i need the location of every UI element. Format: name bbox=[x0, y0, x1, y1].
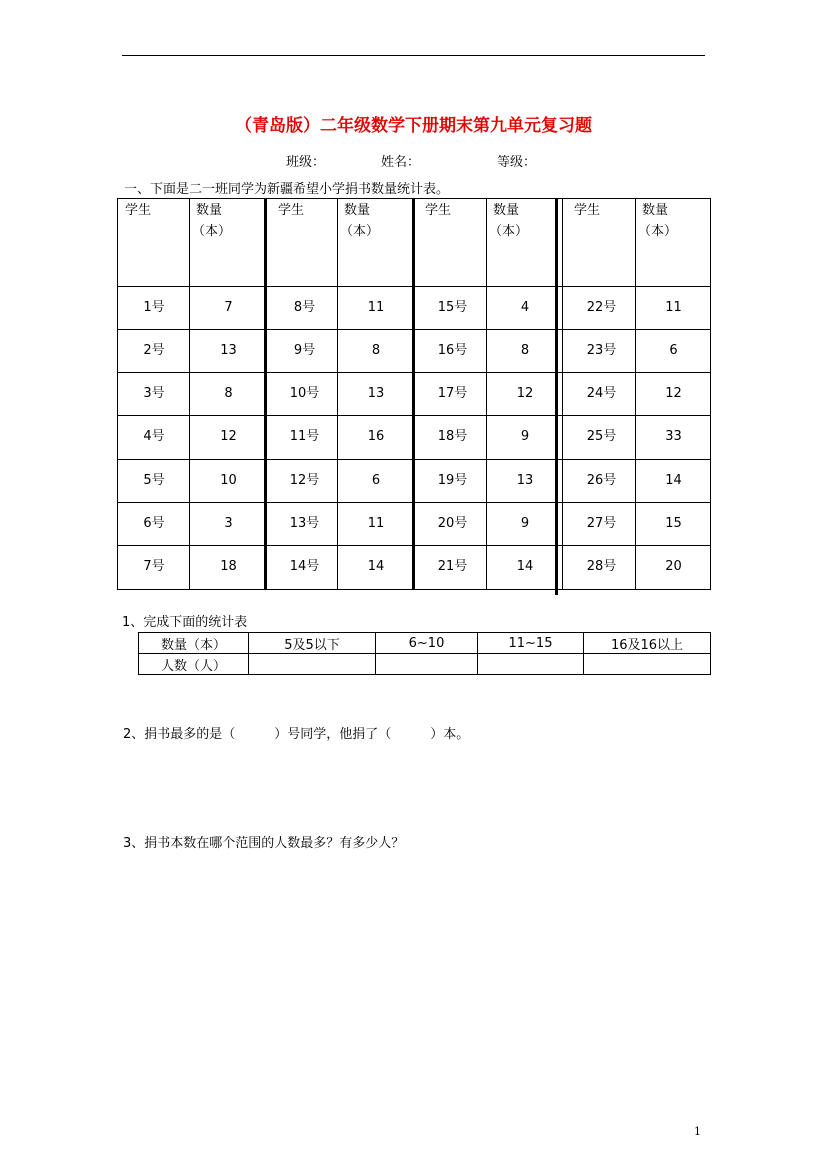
book-count-cell: 15 bbox=[665, 516, 682, 531]
sub-question1-title: 1、完成下面的统计表 bbox=[122, 615, 248, 630]
header-quantity: 数量 bbox=[196, 203, 223, 218]
book-count-cell: 14 bbox=[516, 559, 534, 574]
book-count-cell: 20 bbox=[665, 559, 682, 574]
book-count-cell: 14 bbox=[665, 473, 682, 488]
student-number-cell: 26号 bbox=[586, 473, 617, 488]
summary-answer-cell[interactable] bbox=[478, 654, 584, 675]
book-count-cell: 4 bbox=[520, 300, 530, 315]
student-number-cell: 23号 bbox=[586, 343, 617, 358]
summary-answer-cell[interactable] bbox=[584, 654, 711, 675]
student-number-cell: 21号 bbox=[437, 559, 468, 574]
student-number-cell: 4号 bbox=[143, 429, 165, 444]
student-number-cell: 13号 bbox=[289, 516, 320, 531]
student-number-cell: 18号 bbox=[437, 429, 468, 444]
name-label: 姓名： bbox=[381, 155, 421, 170]
student-number-cell: 11号 bbox=[289, 429, 320, 444]
book-count-cell: 12 bbox=[220, 429, 237, 444]
summary-cell: 11~15 bbox=[478, 633, 584, 654]
book-count-cell: 33 bbox=[665, 429, 682, 444]
grade-label: 等级： bbox=[497, 155, 537, 170]
book-count-cell: 14 bbox=[367, 559, 385, 574]
donation-table bbox=[117, 198, 711, 590]
student-number-cell: 28号 bbox=[586, 559, 617, 574]
book-count-cell: 16 bbox=[367, 429, 385, 444]
book-count-cell: 8 bbox=[520, 343, 530, 358]
student-number-cell: 17号 bbox=[437, 386, 468, 401]
book-count-cell: 6 bbox=[371, 473, 381, 488]
header-quantity: 数量 bbox=[493, 203, 520, 218]
summary-cell: 6~10 bbox=[376, 633, 478, 654]
header-quantity-unit: （本） bbox=[489, 224, 529, 239]
book-count-cell: 9 bbox=[520, 429, 530, 444]
header-student: 学生 bbox=[278, 203, 305, 218]
book-count-cell: 13 bbox=[220, 343, 237, 358]
book-count-cell: 8 bbox=[371, 343, 381, 358]
header-quantity-unit: （本） bbox=[638, 224, 678, 239]
book-count-cell: 9 bbox=[520, 516, 530, 531]
summary-cell: 5及5以下 bbox=[249, 633, 376, 654]
student-number-cell: 6号 bbox=[143, 516, 165, 531]
class-label: 班级： bbox=[286, 155, 326, 170]
student-number-cell: 19号 bbox=[437, 473, 468, 488]
header-quantity: 数量 bbox=[344, 203, 371, 218]
student-number-cell: 24号 bbox=[586, 386, 617, 401]
student-number-cell: 7号 bbox=[143, 559, 165, 574]
book-count-cell: 11 bbox=[665, 300, 682, 315]
summary-cell: 人数（人） bbox=[139, 654, 249, 675]
book-count-cell: 12 bbox=[665, 386, 682, 401]
student-number-cell: 14号 bbox=[289, 559, 320, 574]
student-number-cell: 15号 bbox=[437, 300, 468, 315]
header-student: 学生 bbox=[425, 203, 452, 218]
student-number-cell: 10号 bbox=[289, 386, 320, 401]
book-count-cell: 12 bbox=[516, 386, 534, 401]
book-count-cell: 10 bbox=[220, 473, 237, 488]
summary-table bbox=[138, 632, 711, 675]
student-number-cell: 3号 bbox=[143, 386, 165, 401]
book-count-cell: 7 bbox=[224, 300, 233, 315]
summary-row-quantity bbox=[139, 633, 711, 654]
question3: 3、捐书本数在哪个范围的人数最多？有多少人？ bbox=[123, 836, 405, 851]
question2: 2、捐书最多的是（ ）号同学，他捐了（ ）本。 bbox=[123, 727, 470, 742]
book-count-cell: 3 bbox=[224, 516, 233, 531]
student-number-cell: 25号 bbox=[586, 429, 617, 444]
summary-cell: 数量（本） bbox=[139, 633, 249, 654]
summary-row-count bbox=[139, 654, 711, 675]
book-count-cell: 8 bbox=[224, 386, 233, 401]
book-count-cell: 11 bbox=[367, 300, 385, 315]
student-number-cell: 27号 bbox=[586, 516, 617, 531]
header-student: 学生 bbox=[125, 203, 152, 218]
summary-cell: 16及16以上 bbox=[584, 633, 711, 654]
page-number: 1 bbox=[694, 1125, 701, 1138]
question1-intro: 一、下面是二一班同学为新疆希望小学捐书数量统计表。 bbox=[124, 182, 450, 197]
book-count-cell: 13 bbox=[367, 386, 385, 401]
header-rule bbox=[122, 55, 705, 56]
student-number-cell: 9号 bbox=[293, 343, 316, 358]
book-count-cell: 13 bbox=[516, 473, 534, 488]
header-student: 学生 bbox=[574, 203, 601, 218]
student-number-cell: 2号 bbox=[143, 343, 165, 358]
book-count-cell: 6 bbox=[669, 343, 678, 358]
student-number-cell: 20号 bbox=[437, 516, 468, 531]
student-number-cell: 12号 bbox=[289, 473, 320, 488]
page-title: （青岛版）二年级数学下册期末第九单元复习题 bbox=[235, 116, 592, 136]
student-number-cell: 1号 bbox=[143, 300, 165, 315]
book-count-cell: 18 bbox=[220, 559, 237, 574]
header-quantity-unit: （本） bbox=[192, 224, 232, 239]
book-count-cell: 11 bbox=[367, 516, 385, 531]
summary-answer-cell[interactable] bbox=[376, 654, 478, 675]
summary-answer-cell[interactable] bbox=[249, 654, 376, 675]
header-quantity-unit: （本） bbox=[340, 224, 380, 239]
student-number-cell: 22号 bbox=[586, 300, 617, 315]
student-number-cell: 8号 bbox=[293, 300, 316, 315]
student-number-cell: 16号 bbox=[437, 343, 468, 358]
header-quantity: 数量 bbox=[642, 203, 669, 218]
student-number-cell: 5号 bbox=[143, 473, 165, 488]
